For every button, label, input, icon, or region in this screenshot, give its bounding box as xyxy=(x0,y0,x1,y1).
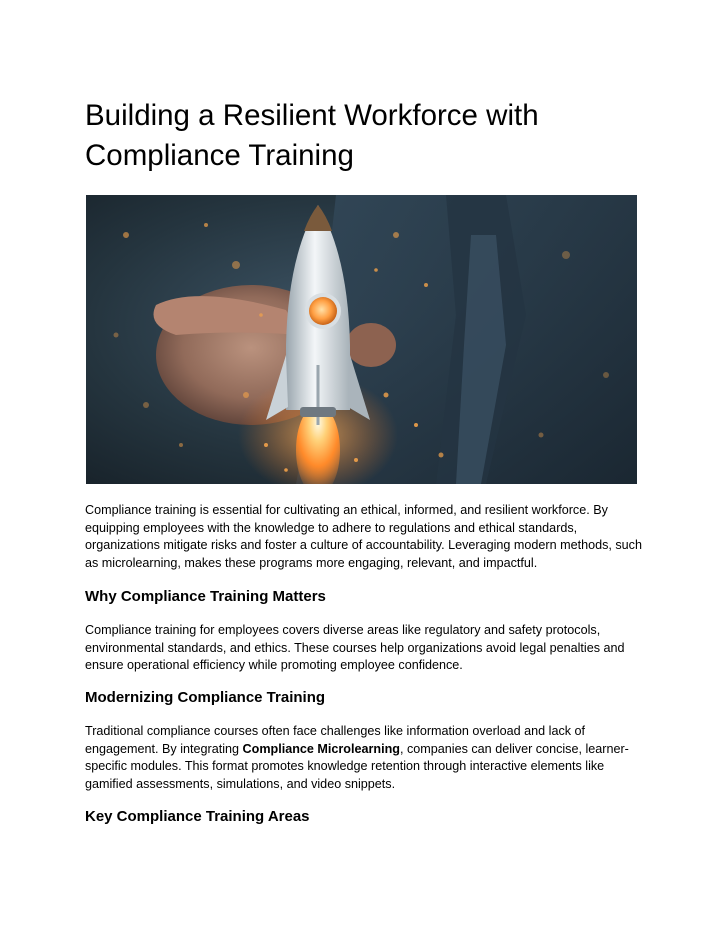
hero-image xyxy=(86,195,637,484)
section-heading-key-areas: Key Compliance Training Areas xyxy=(85,808,310,825)
rocket-launch-image xyxy=(86,195,637,484)
section-heading-modernizing: Modernizing Compliance Training xyxy=(85,689,326,706)
intro-paragraph: Compliance training is essential for cultivating an ethical, informed, and resilient workforce. By equipping employees with the knowledge to adhere to regulations and ethical standards, organizations mitigate risks and foster a culture of accountability. Leveraging modern methods, such as microlearning, makes these programs more engaging, relevant, and impactful. xyxy=(85,503,642,570)
page-title: Building a Resilient Workforce with Compliance Training xyxy=(85,99,539,172)
body-text-after: , companies can deliver concise, learner-specific modules. This format promotes knowledge retention through interactive elements like gamified assessments, simulations, and video snippets. xyxy=(85,741,629,791)
body-text-before: Traditional compliance courses often face challenges like information overload and lack of engagement. By integrating xyxy=(85,724,586,756)
microlearning-link-text: Compliance Microlearning xyxy=(242,741,400,756)
section-body-why: Compliance training for employees covers diverse areas like regulatory and safety protocols, environmental standards, and ethics. These courses help organizations avoid legal penalties and ensure operational efficiency while promoting employee confidence. xyxy=(85,623,625,672)
section-body-modernizing xyxy=(85,723,645,793)
section-heading-why: Why Compliance Training Matters xyxy=(85,588,326,605)
